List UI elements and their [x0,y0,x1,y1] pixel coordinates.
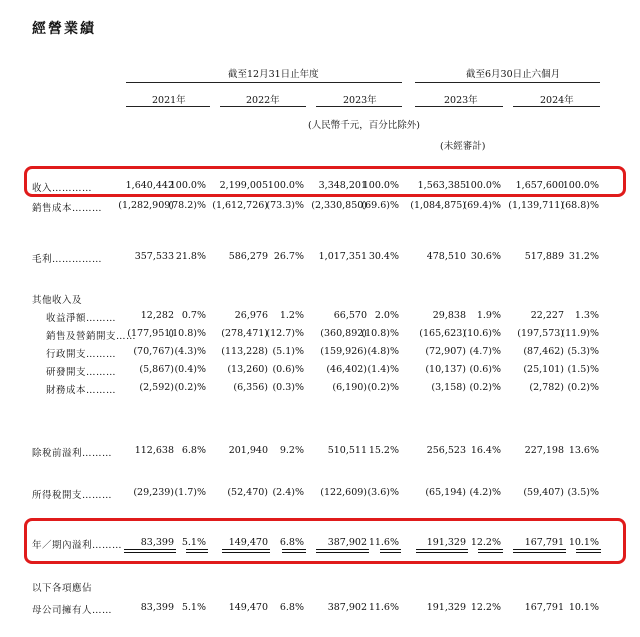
cell-value: 1,017,351 [318,251,367,262]
table-row [0,310,640,324]
cell-value: 26.7% [273,251,304,262]
cell-value: (69.4)% [463,200,501,211]
cell-value: (197,573) [517,328,564,339]
cell-value: (6,190) [332,382,367,393]
cell-value: (11.9)% [561,328,599,339]
table-row [0,251,640,265]
cell-value: 6.8% [181,445,206,456]
row-label: 年／期內溢利……… [32,540,123,551]
cell-value: 10.1% [568,602,599,613]
cell-value: 66,570 [333,310,367,321]
table-row [0,364,640,378]
cell-value: (165,623) [419,328,466,339]
cell-value: (59,407) [523,487,564,498]
header-group-six-months: 截至6月30日止六個月 [466,69,561,80]
cell-value: (46,402) [326,364,367,375]
header-year-2024-h1: 2024年 [540,95,574,106]
cell-value: (5,867) [139,364,174,375]
cell-value: 1,640,442 [125,180,174,191]
cell-value: 167,791 [524,537,564,548]
cell-value: 112,638 [134,445,174,456]
cell-value: (2,592) [139,382,174,393]
unit-note: (人民幣千元，百分比除外) [308,120,420,131]
cell-value: (5.3)% [567,346,599,357]
table-row [0,445,640,459]
header-rule-fiscal [126,82,402,83]
cell-value: 12,282 [140,310,174,321]
cell-value: 12.2% [470,537,501,548]
cell-value: 30.4% [368,251,399,262]
cell-value: (69.6)% [361,200,399,211]
cell-value: (1,139,711) [508,200,564,211]
row-label: 銷售成本……… [32,203,103,214]
cell-value: (5.1)% [272,346,304,357]
cell-value: (159,926) [320,346,367,357]
row-label: 毛利…………… [32,254,103,265]
cell-value: (25,101) [523,364,564,375]
row-label: 其他收入及 [32,295,83,306]
unaudited-note: (未經審計) [440,141,486,152]
cell-value: 100.0% [562,180,599,191]
cell-value: 256,523 [426,445,466,456]
cell-value: 21.8% [175,251,206,262]
row-label: 母公司擁有人…… [32,605,113,616]
header-rule-2021 [126,106,210,107]
cell-value: 2,199,005 [219,180,268,191]
cell-value: (4.8)% [367,346,399,357]
header-year-2023: 2023年 [343,95,377,106]
cell-value: (177,951) [127,328,174,339]
cell-value: 191,329 [426,602,466,613]
cell-value: (0.3)% [272,382,304,393]
row-label: 行政開支……… [46,349,117,360]
cell-value: (72,907) [425,346,466,357]
row-label: 財務成本……… [46,385,117,396]
cell-value: 5.1% [181,537,206,548]
cell-value: 1.2% [279,310,304,321]
highlight-revenue-box [24,166,626,197]
cell-value: (0.4)% [174,364,206,375]
cell-value: 10.1% [568,537,599,548]
cell-value: 517,889 [524,251,564,262]
cell-value: (122,609) [320,487,367,498]
header-rule-2023 [316,106,402,107]
row-label: 除稅前溢利……… [32,448,113,459]
cell-value: (360,892) [320,328,367,339]
cell-value: (73.3)% [266,200,304,211]
cell-value: 15.2% [368,445,399,456]
cell-value: 11.6% [368,602,399,613]
cell-value: (4.2)% [469,487,501,498]
table-row [0,602,640,616]
cell-value: (2,782) [529,382,564,393]
header-rule-2023-h1 [415,106,503,107]
cell-value: 191,329 [426,537,466,548]
cell-value: 22,227 [530,310,564,321]
cell-value: 1,657,600 [515,180,564,191]
cell-value: 510,511 [327,445,367,456]
cell-value: (10.8)% [168,328,206,339]
section-title: 經營業績 [32,21,96,37]
cell-value: 387,902 [327,602,367,613]
cell-value: 29,838 [432,310,466,321]
cell-value: (6,356) [233,382,268,393]
cell-value: 100.0% [464,180,501,191]
cell-value: (0.2)% [367,382,399,393]
cell-value: (1,612,726) [212,200,268,211]
cell-value: 6.8% [279,602,304,613]
cell-value: 11.6% [368,537,399,548]
header-group-fiscal-years: 截至12月31日止年度 [228,69,319,80]
cell-value: (68.8)% [561,200,599,211]
cell-value: 13.6% [568,445,599,456]
cell-value: (0.6)% [469,364,501,375]
cell-value: (0.6)% [272,364,304,375]
cell-value: 6.8% [279,537,304,548]
row-label: 收入………… [32,183,93,194]
table-row [0,487,640,501]
header-year-2023-h1: 2023年 [444,95,478,106]
cell-value: (278,471) [221,328,268,339]
header-year-2021: 2021年 [152,95,186,106]
cell-value: (3.5)% [567,487,599,498]
row-label: 銷售及營銷開支…… [46,331,137,342]
cell-value: (2.4)% [272,487,304,498]
cell-value: (2,330,850) [311,200,367,211]
header-year-2022: 2022年 [246,95,280,106]
cell-value: (1.5)% [567,364,599,375]
table-row [0,346,640,360]
cell-value: 83,399 [140,537,174,548]
table-row [0,382,640,396]
row-label: 以下各項應佔 [32,583,93,594]
header-rule-2022 [220,106,306,107]
cell-value: (3.6)% [367,487,399,498]
cell-value: (10.6)% [463,328,501,339]
highlight-profit-box [24,518,626,564]
cell-value: (4.7)% [469,346,501,357]
header-rule-six-months [415,82,600,83]
cell-value: (4.3)% [174,346,206,357]
cell-value: 167,791 [524,602,564,613]
cell-value: 83,399 [140,602,174,613]
cell-value: (52,470) [227,487,268,498]
cell-value: (29,239) [133,487,174,498]
cell-value: (12.7)% [266,328,304,339]
cell-value: 227,198 [524,445,564,456]
cell-value: (10.8)% [361,328,399,339]
cell-value: (0.2)% [567,382,599,393]
row-label: 所得稅開支……… [32,490,113,501]
cell-value: 149,470 [228,602,268,613]
cell-value: 100.0% [169,180,206,191]
cell-value: (0.2)% [469,382,501,393]
cell-value: 201,940 [228,445,268,456]
table-row [0,292,640,306]
cell-value: (13,260) [227,364,268,375]
cell-value: 357,533 [134,251,174,262]
cell-value: (10,137) [425,364,466,375]
cell-value: (65,194) [425,487,466,498]
cell-value: 1.3% [574,310,599,321]
cell-value: (87,462) [523,346,564,357]
cell-value: (1,282,909) [118,200,174,211]
cell-value: 586,279 [228,251,268,262]
cell-value: 31.2% [568,251,599,262]
cell-value: 1.9% [476,310,501,321]
cell-value: 2.0% [374,310,399,321]
cell-value: 1,563,385 [417,180,466,191]
cell-value: (1,084,875) [410,200,466,211]
cell-value: 387,902 [327,537,367,548]
row-label: 收益淨額……… [46,313,117,324]
cell-value: 100.0% [362,180,399,191]
cell-value: (70,767) [133,346,174,357]
header-rule-2024-h1 [513,106,600,107]
cell-value: 9.2% [279,445,304,456]
cell-value: 26,976 [234,310,268,321]
table-row [0,580,640,594]
cell-value: 12.2% [470,602,501,613]
row-label: 研發開支……… [46,367,117,378]
cell-value: 478,510 [426,251,466,262]
cell-value: 5.1% [181,602,206,613]
cell-value: 3,348,201 [318,180,367,191]
cell-value: 30.6% [470,251,501,262]
table-row [0,200,640,214]
cell-value: (113,228) [221,346,268,357]
cell-value: 16.4% [470,445,501,456]
cell-value: 0.7% [181,310,206,321]
cell-value: 100.0% [267,180,304,191]
cell-value: (1.7)% [174,487,206,498]
cell-value: (3,158) [431,382,466,393]
cell-value: (78.2)% [168,200,206,211]
cell-value: (1.4)% [367,364,399,375]
cell-value: 149,470 [228,537,268,548]
table-row [0,328,640,342]
cell-value: (0.2)% [174,382,206,393]
